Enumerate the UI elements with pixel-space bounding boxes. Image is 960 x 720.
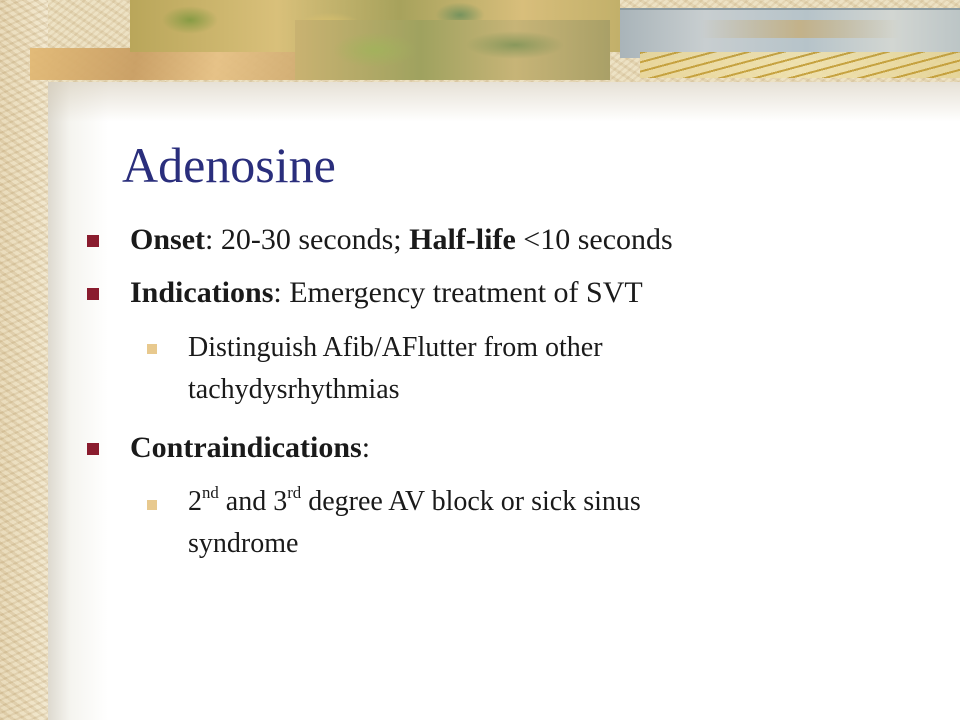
sub-bullet-av-line1: [188, 484, 641, 520]
av-and3: and 3: [218, 486, 288, 517]
banner-piece-foliage: [295, 20, 610, 80]
sub-bullet-distinguish-line2: tachydysrhythmias: [188, 374, 400, 405]
slide-title: Adenosine: [122, 137, 336, 193]
halflife-text: <10 seconds: [515, 223, 673, 256]
bullet-onset: [130, 222, 673, 258]
indications-text: : Emergency treatment of SVT: [273, 276, 643, 309]
av-rd: rd: [287, 482, 302, 502]
bullet-marker: [87, 443, 99, 455]
contra-label: Contraindications: [130, 431, 362, 464]
left-texture-strip: [0, 0, 48, 720]
bullet-marker: [87, 288, 99, 300]
sub-bullet-av-line2: syndrome: [188, 528, 299, 559]
indications-label: Indications: [130, 276, 274, 309]
av-2: 2: [188, 486, 202, 517]
av-nd: nd: [202, 482, 219, 502]
banner-piece-grass: [640, 52, 960, 78]
bullet-marker: [87, 235, 99, 247]
banner-piece-orange: [30, 48, 295, 80]
sub-bullet-marker: [147, 344, 157, 354]
onset-label: Onset: [130, 223, 205, 256]
halflife-label: Half-life: [409, 223, 516, 256]
bullet-indications: [130, 275, 643, 311]
decorative-banner: [0, 0, 960, 82]
bullet-contraindications: [130, 430, 370, 466]
banner-piece-highlight: [700, 20, 900, 38]
onset-text: : 20-30 seconds;: [205, 223, 410, 256]
av-rest: degree AV block or sick sinus: [301, 486, 641, 517]
sub-bullet-distinguish-line1: Distinguish Afib/AFlutter from other: [188, 332, 603, 363]
contra-colon: :: [361, 431, 371, 464]
panel-shadow: [48, 82, 960, 122]
sub-bullet-marker: [147, 500, 157, 510]
